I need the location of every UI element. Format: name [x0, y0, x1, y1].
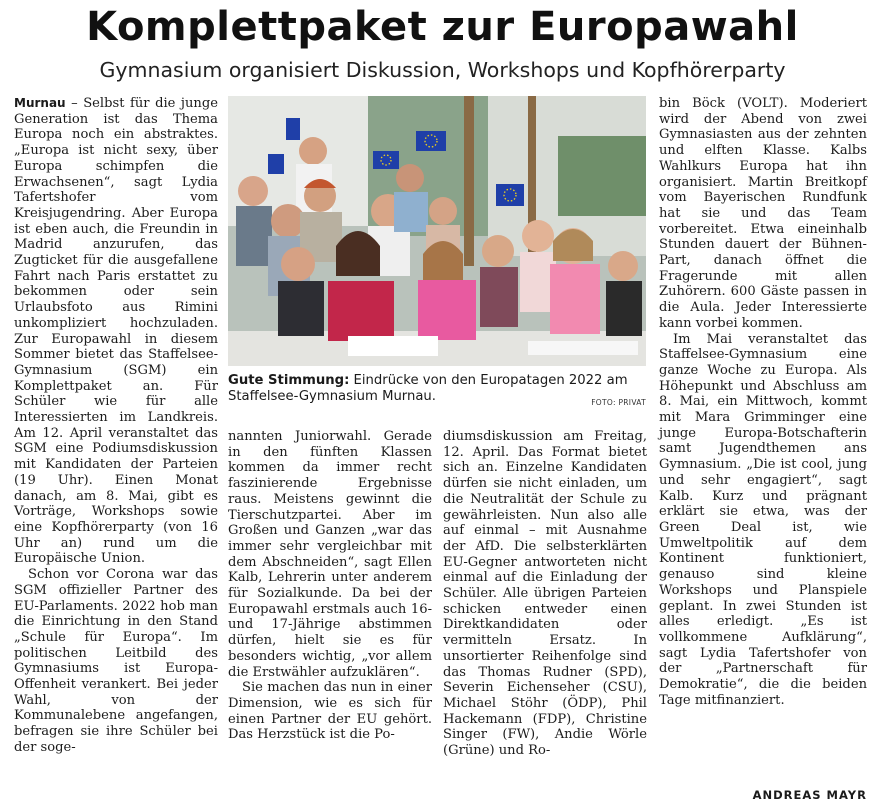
paragraph: Schon vor Corona war das SGM offizieller Partner des EU-Parlaments. 2022 hob man die Einrichtung in den Stand „Schule für Europa“. Im politischen Leitbild des Gymnasiums ist Europa-Offenheit verankert. Bei jeder Wahl, von der Kommunalebene angefangen, befragen sie ihre Schüler bei der soge- — [14, 567, 218, 755]
paragraph: diumsdiskussion am Freitag, 12. April. Das Format bietet sich an. Einzelne Kandidaten dürfen sie nicht einladen, um die Neutralität der Schule zu gewährleisten. Nun also alle auf einmal – mit Ausnahme der AfD. Die selbsterklärten EU-Gegner antworteten nicht einmal auf die Einladung der Schüler. Alle übrigen Parteien schicken entweder einen Direktkandidaten oder vermitteln Ersatz. In unsortierter Reihenfolge sind das Thomas Rudner (SPD), Severin Eichenseher (CSU), Michael Stöhr (ÖDP), Phil Hackemann (FDP), Christine Singer (FW), Andie Wörle (Grüne) und Ro- — [443, 429, 647, 759]
column-1 — [14, 96, 218, 756]
paragraph-text: – Selbst für die junge Generation ist das Thema Europa noch ein abstraktes. „Europa ist nicht sexy, über Europa schimpfen die Erwachsenen“, sagt Lydia Tafertshofer vom Kreisjugendring. Aber Europa ist eben auch, die Freundin in Madrid anzurufen, das Zugticket für die ausgefallene Fahrt nach Paris erstattet zu bekommen oder sein Urlaubsfoto aus Rimini unkompliziert hochzuladen. Zur Europawahl in diesem Sommer bietet das Staffelsee-Gymnasium (SGM) ein Komplettpaket an. Für Schüler wie für alle Interessierten im Landkreis. Am 12. April veranstaltet das SGM eine Podiumsdiskussion mit Kandidaten der Parteien (19 Uhr). Einen Monat danach, am 8. Mai, gibt es Vorträge, Workshops sowie eine Kopfhörerparty (von 16 Uhr an) rund um die Europäische Union. — [14, 96, 218, 567]
paragraph: Im Mai veranstaltet das Staffelsee-Gymnasium eine ganze Woche zu Europa. Als Höhepunkt und Abschluss am 8. Mai, ein Mittwoch, kommt mit Mara Grimminger eine junge Europa-Botschafterin samt Jugendthemen ans Gymnasium. „Die ist cool, jung und sehr engagiert“, sagt Kalb. Kurz und prägnant erklärt sie etwa, was der Green Deal ist, wie Umweltpolitik auf dem Kontinent funktioniert, genauso sind kleine Workshops und Planspiele geplant. In zwei Stunden ist alles erledigt. „Es ist vollkommene Aufklärung“, sagt Lydia Tafertshofer von der „Partnerschaft für Demokratie“, die die beiden Tage mitfinanziert. — [659, 331, 867, 708]
author-byline: ANDREAS MAYR — [752, 788, 867, 802]
caption-text: Eindrücke von den Europatagen 2022 am Staffelsee-Gymnasium Murnau. — [228, 373, 628, 404]
article-photo — [228, 96, 646, 366]
subheadline: Gymnasium organisiert Diskussion, Workshops und Kopfhörerparty — [99, 58, 786, 82]
paragraph: Sie machen das nun in einer Dimension, wie es sich für einen Partner der EU gehört. Das Herzstück ist die Po- — [228, 680, 432, 743]
paragraph — [14, 96, 218, 567]
paragraph: nannten Juniorwahl. Gerade in den fünften Klassen kommen da immer recht faszinierende Ergebnisse raus. Meistens gewinnt die Tierschutzpartei. Aber im Großen und Ganzen „war das immer sehr vergleichbar mit dem Abschneiden“, sagt Ellen Kalb, Lehrerin unter anderem für Sozialkunde. Da bei der Europawahl erstmals auch 16- und 17-Jährige abstimmen dürfen, hielt sie es für besonders wichtig, „vor allem die Erstwähler aufzuklären“. — [228, 429, 432, 680]
column-3 — [443, 429, 647, 759]
caption-lead: Gute Stimmung: — [228, 373, 350, 388]
photo-credit: FOTO: PRIVAT — [591, 398, 646, 407]
paragraph: bin Böck (VOLT). Moderiert wird der Abend von zwei Gymnasiasten aus der zehnten und elften Klasse. Kalbs Wahlkurs Europa hat ihn organisiert. Martin Breitkopf vom Bayerischen Rundfunk hat sie und das Team vorbereitet. Etwa eineinhalb Stunden dauert der Bühnen-Part, danach öffnet die Fragerunde mit allen Zuhörern. 600 Gäste passen in die Aula. Jeder Interessierte kann vorbei kommen. — [659, 96, 867, 331]
photo-caption — [228, 373, 646, 405]
column-2 — [228, 429, 432, 743]
dateline: Murnau — [14, 96, 66, 110]
headline: Komplettpaket zur Europawahl — [86, 4, 799, 50]
students-with-eu-flags-photo — [228, 96, 646, 366]
column-4 — [659, 96, 867, 708]
